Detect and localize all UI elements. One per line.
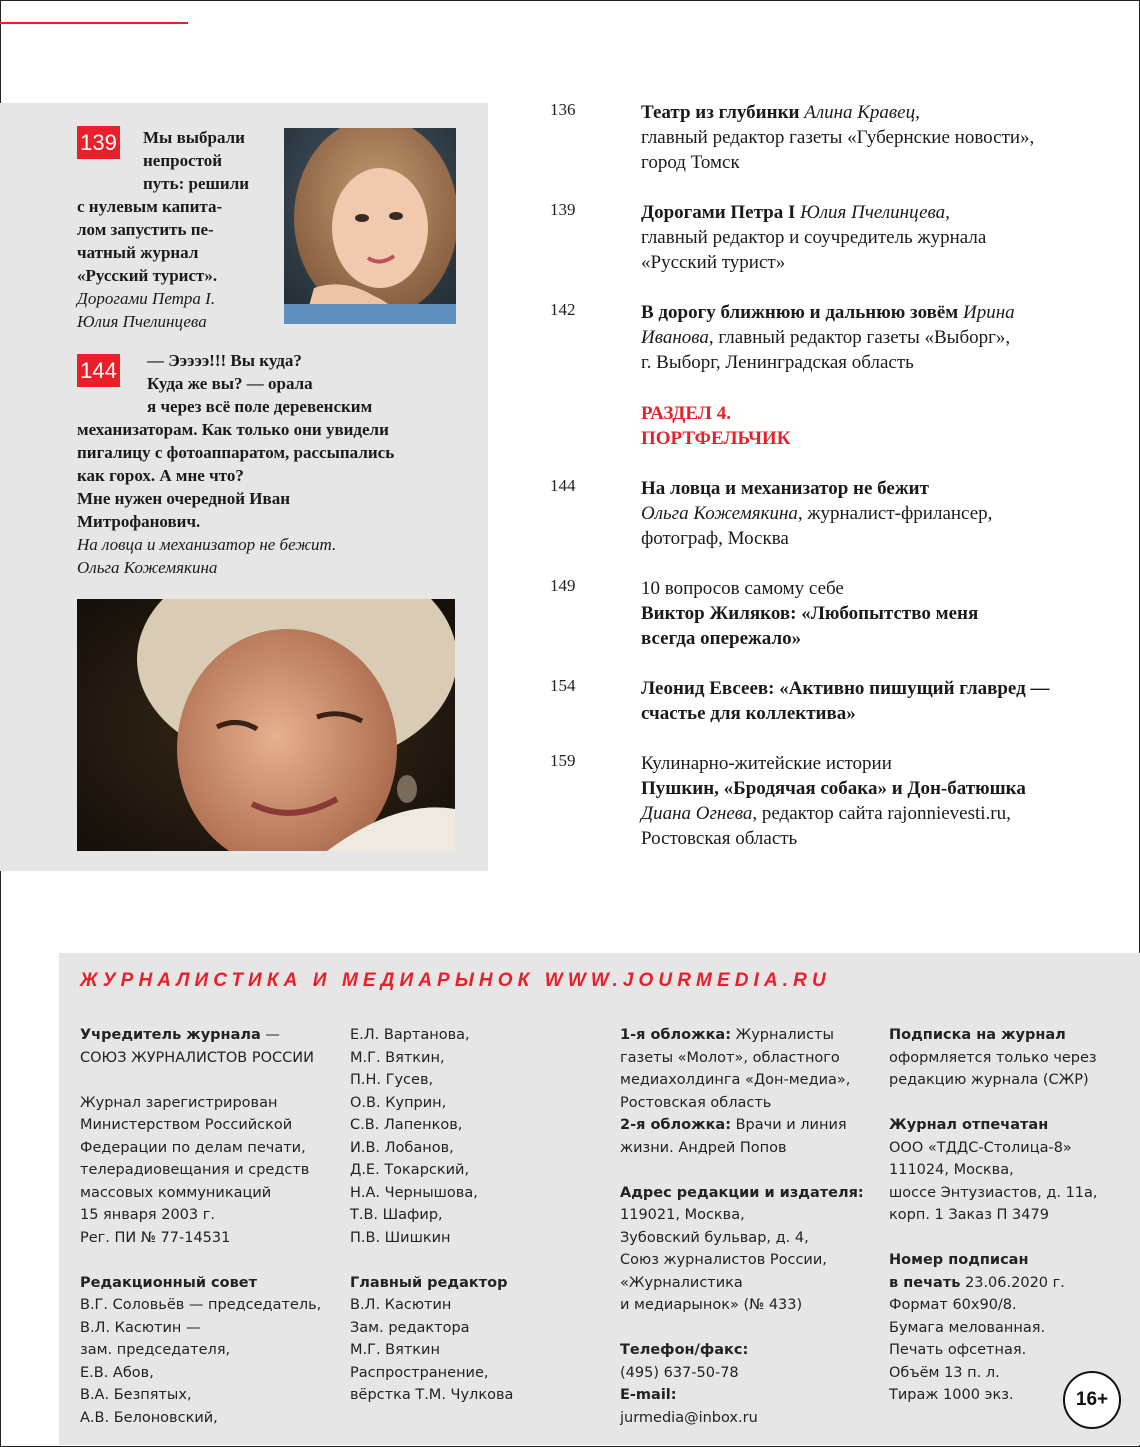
imprint-line [350, 1024, 513, 1047]
quote-line: лом запустить пе- [77, 220, 214, 239]
imprint-line [889, 1069, 1098, 1092]
text-run: Е.Л. Вартанова, [350, 1027, 470, 1043]
toc-entry-line [641, 601, 1111, 626]
imprint-line [889, 1047, 1098, 1070]
text-run: в печать [889, 1274, 961, 1291]
quote-line: путь: решили [143, 174, 250, 193]
text-run: Зам. редактора [350, 1319, 470, 1336]
quote-line: «Русский турист». [77, 266, 218, 285]
text-run: оформляется только через [889, 1049, 1097, 1066]
toc-entry-line [641, 300, 1111, 325]
imprint-line [80, 1339, 321, 1362]
imprint-line [889, 1272, 1098, 1295]
toc-entry-line [641, 100, 1111, 125]
text-run: ООО «ТДДС-Столица-8» [889, 1139, 1072, 1156]
text-run: газеты «Молот», областного [620, 1049, 840, 1066]
toc-page-number: 144 [550, 476, 576, 495]
text-run: Диана Огнева [641, 803, 753, 824]
age-rating-badge: 16+ [1063, 1371, 1121, 1429]
toc-entry-line [641, 125, 1111, 150]
imprint-line [889, 1159, 1098, 1182]
imprint-line [80, 1407, 321, 1430]
quote-line: Мне нужен очередной Иван [77, 489, 291, 508]
imprint-line [889, 1137, 1098, 1160]
imprint-line [889, 1024, 1098, 1047]
text-run: М.Г. Вяткин [350, 1342, 440, 1358]
text-run: и медиарынок» (№ 433) [620, 1297, 803, 1313]
text-run: П.Н. Гусев, [350, 1072, 434, 1088]
text-run: Учредитель журнала [80, 1027, 261, 1043]
text-run: Врачи и линия [731, 1117, 847, 1133]
imprint-line [620, 1407, 864, 1430]
spacer [889, 1092, 1098, 1115]
toc-entry-line [641, 325, 1111, 350]
imprint-line [350, 1204, 513, 1227]
imprint-line [350, 1317, 513, 1340]
text-run: E-mail: [620, 1387, 677, 1403]
text-run: И.В. Лобанов, [350, 1139, 454, 1156]
imprint-column [80, 1024, 321, 1429]
toc-entry-line [641, 200, 1111, 225]
imprint-line [80, 1227, 321, 1250]
masthead-title: ЖУРНАЛИСТИКА И МЕДИАРЫНОК WWW.JOURMEDIA.RU [80, 970, 831, 991]
text-run: Виктор Жиляков: «Любопытство меня [641, 603, 979, 624]
text-run: Т.В. Шафир, [350, 1207, 443, 1223]
imprint-line [350, 1294, 513, 1317]
toc-entry [641, 751, 1111, 851]
text-run: М.Г. Вяткин, [350, 1049, 445, 1066]
imprint-line [620, 1182, 864, 1205]
text-run: — [260, 1027, 280, 1043]
imprint-line [350, 1047, 513, 1070]
text-run: Журналисты [731, 1027, 834, 1043]
toc-entry-line [641, 626, 1111, 651]
toc-entry-line [641, 776, 1111, 801]
imprint-line [620, 1024, 864, 1047]
text-run: В дорогу ближнюю и дальнюю зовём [641, 302, 963, 323]
text-run: , журналист-фрилансер, [797, 503, 993, 524]
text-run: Федерации по делам печати, [80, 1139, 306, 1156]
text-run: г. Выборг, Ленинградская область [641, 352, 914, 373]
portrait-photo-pchelintseva [284, 128, 456, 324]
text-run: П.В. Шишкин [350, 1229, 451, 1246]
toc-page-number: 142 [550, 300, 576, 319]
imprint-line [620, 1339, 864, 1362]
imprint-line [350, 1339, 513, 1362]
text-run: редакцию журнала (СЖР) [889, 1072, 1089, 1088]
imprint-line [889, 1294, 1098, 1317]
toc-page-number: 136 [550, 100, 576, 119]
text-run: Е.В. Абов, [80, 1364, 154, 1381]
text-run: , редактор сайта rajonnievesti.ru, [752, 803, 1011, 824]
imprint-line [350, 1114, 513, 1137]
text-run: Алина Кравец, [804, 102, 920, 123]
imprint-line [350, 1159, 513, 1182]
text-run: Леонид Евсеев: «Активно пишущий главред — [641, 678, 1050, 699]
text-run: Распространение, [350, 1364, 489, 1381]
text-run: корп. 1 Заказ П 3479 [889, 1207, 1049, 1223]
spacer [620, 1317, 864, 1340]
imprint-line [620, 1069, 864, 1092]
imprint-line [350, 1362, 513, 1385]
text-run: Кулинарно-житейские истории [641, 753, 892, 774]
section-heading [641, 401, 791, 451]
imprint-line [80, 1204, 321, 1227]
text-run: город Томск [641, 152, 740, 173]
text-run: В.Л. Касютин — [80, 1319, 201, 1336]
quote-source: Ольга Кожемякина [77, 558, 218, 577]
text-run: 1-я обложка: [620, 1027, 731, 1043]
quote-line: как горох. А мне что? [77, 466, 244, 485]
toc-entry-line [641, 350, 1111, 375]
toc-entry-line [641, 476, 1111, 501]
toc-entry [641, 676, 1111, 726]
text-run: Главный редактор [350, 1274, 508, 1291]
quote-page-number: 139 [77, 126, 120, 159]
toc-entry-line [641, 751, 1111, 776]
imprint-line [350, 1137, 513, 1160]
text-run: Тираж 1000 экз. [889, 1387, 1014, 1403]
imprint-line [350, 1272, 513, 1295]
toc-entry [641, 100, 1111, 175]
toc-entry-line [641, 676, 1111, 701]
text-run: 23.06.2020 г. [960, 1274, 1065, 1291]
toc-entry [641, 300, 1111, 375]
text-run: В.Л. Касютин [350, 1297, 452, 1313]
toc-page-number: 154 [550, 676, 576, 695]
text-run: Печать офсетная. [889, 1342, 1027, 1358]
text-run: В.А. Безпятых, [80, 1387, 192, 1403]
imprint-line [350, 1384, 513, 1407]
text-run: 10 вопросов самому себе [641, 578, 844, 599]
imprint-line [80, 1384, 321, 1407]
quote-line: Куда же вы? — орала [147, 374, 313, 393]
text-run: медиахолдинга «Дон-медиа», [620, 1072, 851, 1088]
text-run: главный редактор газеты «Губернские новости», [641, 127, 1035, 148]
text-run: главный редактор и соучредитель журнала [641, 227, 987, 248]
imprint-line [889, 1362, 1098, 1385]
imprint-line [620, 1362, 864, 1385]
text-run: Номер подписан [889, 1252, 1029, 1268]
text-run: Подписка на журнал [889, 1027, 1066, 1043]
portrait-photo-kozhemyakina [77, 599, 455, 851]
quote-line: непростой [143, 151, 223, 170]
text-run: жизни. Андрей Попов [620, 1139, 787, 1156]
pull-quote [77, 126, 267, 333]
toc-entry [641, 476, 1111, 551]
imprint-line [80, 1137, 321, 1160]
imprint-line [80, 1294, 321, 1317]
text-run: шоссе Энтузиастов, д. 11а, [889, 1184, 1098, 1201]
imprint-line [80, 1317, 321, 1340]
imprint-line [350, 1227, 513, 1250]
quote-page-number: 144 [77, 354, 120, 387]
text-run: Адрес редакции и издателя: [620, 1184, 864, 1201]
imprint-column [620, 1024, 864, 1429]
text-run: Ирина [962, 302, 1015, 323]
text-run: С.В. Лапенков, [350, 1117, 463, 1133]
imprint-line [889, 1204, 1098, 1227]
section-title: ПОРТФЕЛЬЧИК [641, 428, 791, 449]
imprint-line [80, 1092, 321, 1115]
text-run: Зубовский бульвар, д. 4, [620, 1229, 809, 1246]
text-run: «Русский турист» [641, 252, 786, 273]
imprint-line [620, 1249, 864, 1272]
imprint-line [889, 1339, 1098, 1362]
text-run: О.В. Куприн, [350, 1094, 447, 1111]
quote-source: Дорогами Петра I. [77, 289, 216, 308]
quote-source: На ловца и механизатор не бежит. [77, 535, 337, 554]
text-run: 119021, Москва, [620, 1207, 745, 1223]
text-run: Формат 60х90/8. [889, 1297, 1017, 1313]
imprint-line [620, 1114, 864, 1137]
imprint-line [620, 1272, 864, 1295]
toc-entry-line [641, 701, 1111, 726]
text-run: Пушкин, «Бродячая собака» и Дон-батюшка [641, 778, 1026, 799]
imprint-line [80, 1024, 321, 1047]
text-run: зам. председателя, [80, 1342, 231, 1358]
spacer [80, 1249, 321, 1272]
toc-page-number: 159 [550, 751, 576, 770]
text-run: Юлия Пчелинцева, [800, 202, 950, 223]
quote-line: Митрофанович. [77, 512, 201, 531]
text-run: , главный редактор газеты «Выборг», [708, 327, 1011, 348]
text-run: 111024, Москва, [889, 1162, 1014, 1178]
imprint-line [80, 1362, 321, 1385]
imprint-line [620, 1047, 864, 1070]
quote-line: Мы выбрали [143, 128, 245, 147]
text-run: массовых коммуникаций [80, 1184, 272, 1201]
quote-line: я через всё поле деревенским [147, 397, 373, 416]
text-run: всегда опережало» [641, 628, 802, 649]
text-run: (495) 637-50-78 [620, 1364, 739, 1381]
text-run: Министерством Российской [80, 1117, 293, 1133]
text-run: Бумага мелованная. [889, 1319, 1046, 1336]
quote-source: Юлия Пчелинцева [77, 312, 207, 331]
text-run: «Журналистика [620, 1274, 743, 1291]
text-run: А.В. Белоновский, [80, 1409, 218, 1426]
spacer [350, 1249, 513, 1272]
text-run: Ростовская область [620, 1094, 772, 1111]
toc-entry [641, 576, 1111, 651]
quote-line: чатный журнал [77, 243, 199, 262]
toc-entry-line [641, 826, 1111, 851]
text-run: счастье для коллектива» [641, 703, 856, 724]
text-run: Дорогами Петра I [641, 202, 801, 223]
text-run: Журнал зарегистрирован [80, 1094, 278, 1111]
imprint-line [350, 1069, 513, 1092]
imprint-line [620, 1137, 864, 1160]
quote-line: — Эээээ!!! Вы куда? [147, 351, 302, 370]
imprint-line [889, 1249, 1098, 1272]
imprint-line [620, 1092, 864, 1115]
text-run: Ростовская область [641, 828, 798, 849]
text-run: На ловца и механизатор не бежит [641, 478, 929, 499]
text-run: В.Г. Соловьёв — председатель, [80, 1297, 322, 1313]
toc-page-number: 139 [550, 200, 576, 219]
text-run: СОЮЗ ЖУРНАЛИСТОВ РОССИИ [80, 1049, 314, 1066]
text-run: Рег. ПИ № 77-14531 [80, 1229, 231, 1246]
text-run: Иванова [641, 327, 709, 348]
toc-entry-line [641, 150, 1111, 175]
section-number: РАЗДЕЛ 4. [641, 403, 731, 424]
imprint-line [80, 1047, 321, 1070]
text-run: Журнал отпечатан [889, 1117, 1049, 1133]
text-run: Объём 13 п. л. [889, 1364, 1000, 1381]
top-red-rule [0, 22, 188, 24]
imprint-line [889, 1114, 1098, 1137]
text-run: Телефон/факс: [620, 1342, 749, 1358]
imprint-line [80, 1182, 321, 1205]
imprint-line [889, 1182, 1098, 1205]
text-run: 2-я обложка: [620, 1117, 731, 1133]
imprint-line [350, 1092, 513, 1115]
text-run: Союз журналистов России, [620, 1252, 827, 1268]
text-run: Н.А. Чернышова, [350, 1184, 478, 1201]
spacer [620, 1159, 864, 1182]
pull-quote [77, 349, 457, 579]
spacer [889, 1227, 1098, 1250]
imprint-column [889, 1024, 1098, 1407]
text-run: телерадиовещания и средств [80, 1162, 310, 1178]
text-run: Ольга Кожемякина [641, 503, 798, 524]
toc-entry-line [641, 526, 1111, 551]
imprint-line [80, 1114, 321, 1137]
quote-line: механизаторам. Как только они увидели [77, 420, 389, 439]
text-run: Театр из глубинки [641, 102, 805, 123]
toc-entry-line [641, 250, 1111, 275]
toc-page-number: 149 [550, 576, 576, 595]
imprint-line [350, 1182, 513, 1205]
quote-line: с нулевым капита- [77, 197, 223, 216]
imprint-column [350, 1024, 513, 1407]
imprint-line [80, 1272, 321, 1295]
imprint-line [80, 1159, 321, 1182]
imprint-line [620, 1294, 864, 1317]
quote-line: пигалицу с фотоаппаратом, рассыпались [77, 443, 395, 462]
imprint-line [620, 1384, 864, 1407]
toc-entry-line [641, 225, 1111, 250]
text-run: jurmedia@inbox.ru [620, 1409, 758, 1426]
text-run: 15 января 2003 г. [80, 1207, 215, 1223]
text-run: фотограф, Москва [641, 528, 789, 549]
text-run: Д.Е. Токарский, [350, 1162, 470, 1178]
text-run: Редакционный совет [80, 1274, 257, 1291]
imprint-line [620, 1204, 864, 1227]
imprint-line [889, 1317, 1098, 1340]
toc-entry-line [641, 801, 1111, 826]
toc-entry-line [641, 576, 1111, 601]
imprint-line [620, 1227, 864, 1250]
text-run: вёрстка Т.М. Чулкова [350, 1387, 514, 1403]
spacer [80, 1069, 321, 1092]
toc-entry-line [641, 501, 1111, 526]
toc-entry [641, 200, 1111, 275]
